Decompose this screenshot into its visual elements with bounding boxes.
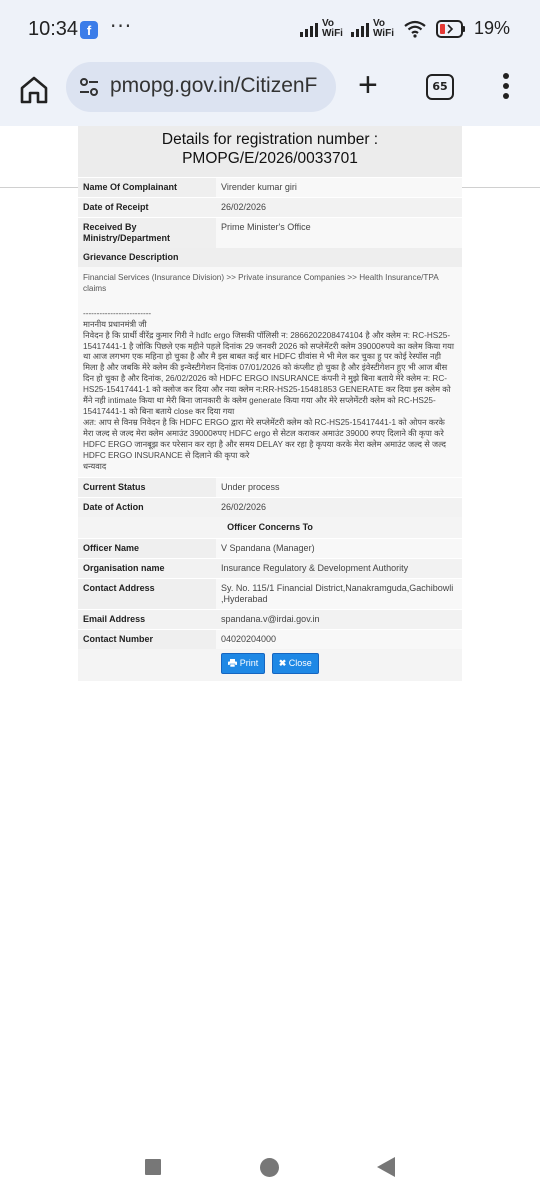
site-settings-icon[interactable] (78, 76, 100, 98)
field-value: Insurance Regulatory & Development Authority (216, 559, 462, 578)
wifi-icon (404, 20, 426, 38)
signal-icon-2 (351, 21, 369, 37)
field-label: Current Status (78, 478, 216, 497)
tab-switcher-button[interactable]: 65 (426, 74, 454, 100)
field-label: Date of Action (78, 498, 216, 517)
field-label: Date of Receipt (78, 198, 216, 217)
grievance-text-line: निवेदन है कि प्रार्थी वीरेंद्र कुमार गिरी ने hdfc ergo जिसकी पॉलिसी न: 2866202208474104 है और क्लेम न: RC-HS25-15417441-1 है जोकि पिछले एक महीने पहले दिनांक 29 जनवरी 2026 को सप्लेमेंटरी क्लेम 39000रुपये का क्लेम किया गया था आज लगभग एक महिना हो चुका है और मै इस बाबत कई बार HDFC ग्रीवांस मे भी मेल कर चुका हु पर कोई रेस्पॉस नही मिला है और जबकि मेरे क्लेम की इन्वेस्टीगेशन दिनांक 07/01/2026 को कंप्लीट हो चुका है और इंवेस्टीगेशन हुए भी आज बीस दिन हो चुका है और दिनांक, 26/02/2026 को HDFC ERGO INSURANCE कंपनी ने मुझे बिना बताये मेरे क्लेम न: RC-HS25-15417441-1 को क्लोज कर दिया और नया क्लेम न:RR-HS25-15481853 GENERATE कर दिया इस क्लेम को मैंने नही intimate किया था मेरी बिना जानकारी के क्लेम generate किया गया और मेरे सप्लेमेंटरी क्लेम को RC-HS25-15417441-1 को बिना बताये close कर दिया गया (83, 330, 455, 416)
close-label: Close (288, 658, 312, 669)
battery-icon (436, 20, 466, 38)
grievance-text-line: अत: आप से विनम्र निवेदन है कि HDFC ERGO द्वारा मेरे सप्लेमेंटरी क्लेम को RC-HS25-15417441-1 को ओपन करके मेरा जल्द से जल्द मेरा क्लेम अमाउंट 39000रुपए HDFC ergo से सेटल कराकर अमाउंट 39000 रुपए दिलाने की कृपा करे HDFC ERGO जानबूझ कर परेसान कर रहा है और समय DELAY कर रहा है कृपया करके मेरा क्लेम अमाउंट जल्द से जल्द HDFC ERGO INSURANCE से दिलाने की कृपा करे (83, 417, 446, 460)
vowifi-label-1: Vo WiFi (321, 17, 343, 39)
grievance-divider: ------------------------- (83, 308, 152, 318)
home-nav-icon[interactable] (260, 1158, 279, 1177)
field-value: Virender kumar giri (216, 178, 462, 197)
home-icon[interactable] (18, 74, 50, 106)
detail-row (78, 477, 462, 497)
detail-row (78, 497, 462, 517)
status-icons (300, 18, 510, 39)
grievance-text-line: धन्यवाद (83, 461, 107, 471)
grievance-description (78, 267, 462, 477)
grievance-category-path: Financial Services (Insurance Division) >> Private insurance Companies >> Health Insurance/TPA claims (83, 273, 439, 293)
field-value: spandana.v@irdai.gov.in (216, 610, 462, 629)
close-icon: ✖ (278, 658, 287, 669)
field-label: Contact Number (78, 630, 216, 649)
detail-row (78, 578, 462, 609)
signal-icon-1 (300, 21, 318, 37)
printer-icon (228, 659, 237, 667)
field-value: V Spandana (Manager) (216, 539, 462, 558)
field-value: Sy. No. 115/1 Financial District,Nanakramguda,Gachibowli ,Hyderabad (216, 579, 462, 609)
vowifi-label-2: Vo WiFi (372, 17, 394, 39)
detail-row (78, 558, 462, 578)
clock: 10:34 (28, 18, 79, 40)
field-value: 04020204000 (216, 630, 462, 649)
battery-percent: 19% (473, 18, 510, 38)
detail-row (78, 629, 462, 649)
field-label: Email Address (78, 610, 216, 629)
url-text[interactable]: pmopg.gov.in/CitizenF (110, 74, 318, 97)
field-value: Under process (216, 478, 462, 497)
facebook-notification-icon: f (80, 21, 98, 39)
page-title: Details for registration number : PMOPG/E/2026/0033701 (78, 126, 462, 177)
field-value: Prime Minister's Office (216, 218, 462, 248)
field-label: Officer Name (78, 539, 216, 558)
detail-row (78, 538, 462, 558)
detail-row (78, 197, 462, 217)
officer-section-heading: Officer Concerns To (78, 517, 462, 538)
field-label: Received By Ministry/Department (78, 218, 216, 248)
detail-row (78, 177, 462, 197)
address-bar[interactable] (66, 62, 336, 112)
browser-toolbar (0, 62, 540, 126)
new-tab-icon[interactable]: + (358, 66, 378, 104)
action-bar (78, 649, 462, 681)
overflow-menu-icon[interactable] (498, 70, 514, 102)
grievance-text-line: माननीय प्रधानमंत्री जी (83, 319, 147, 329)
field-label: Name Of Complainant (78, 178, 216, 197)
print-button[interactable] (221, 653, 265, 674)
more-notifications-icon: ··· (110, 14, 133, 38)
grievance-label: Grievance Description (78, 248, 462, 267)
back-icon[interactable] (377, 1157, 395, 1177)
registration-details-panel (78, 126, 462, 681)
field-value: 26/02/2026 (216, 498, 462, 517)
detail-row (78, 217, 462, 248)
print-label: Print (239, 658, 259, 669)
field-value: 26/02/2026 (216, 198, 462, 217)
recents-icon[interactable] (145, 1159, 161, 1175)
close-button[interactable] (272, 653, 319, 674)
field-label: Organisation name (78, 559, 216, 578)
status-bar (0, 0, 540, 62)
system-nav-bar (0, 1140, 540, 1200)
field-label: Contact Address (78, 579, 216, 609)
detail-row (78, 609, 462, 629)
